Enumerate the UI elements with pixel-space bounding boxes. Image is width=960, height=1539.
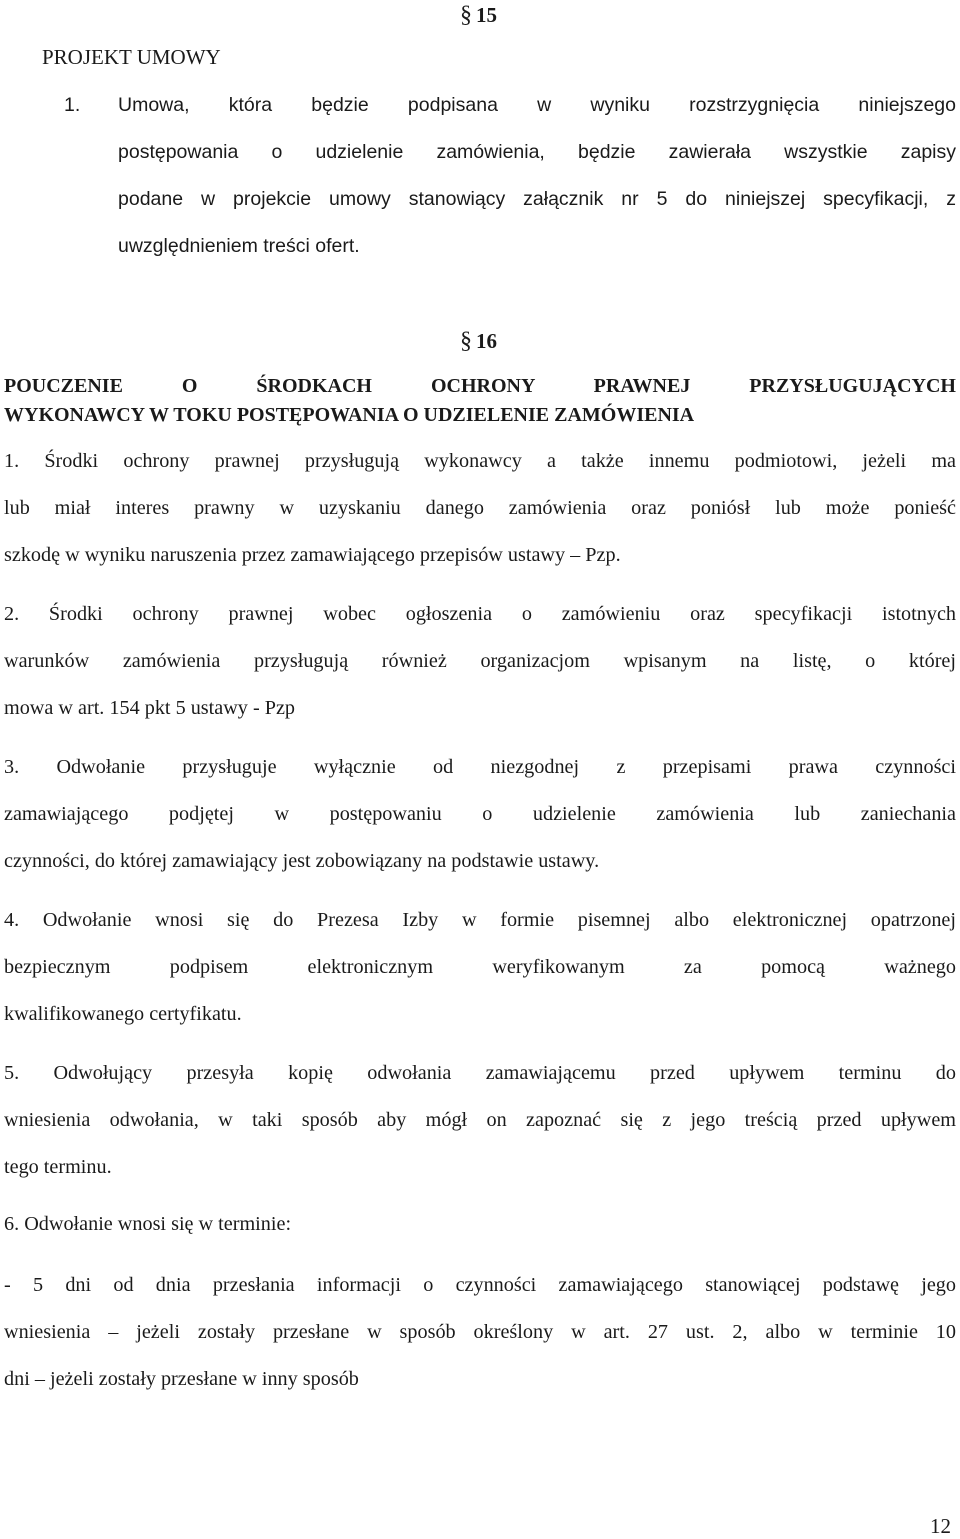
section-16-heading: [4, 372, 956, 430]
paragraph-7: [4, 1262, 956, 1403]
text-line: 6. Odwołanie wnosi się w terminie:: [4, 1213, 292, 1235]
paragraph-2: [4, 591, 956, 732]
section-16-number: [460, 328, 497, 355]
section-symbol: §: [460, 328, 472, 354]
paragraph-3: [4, 744, 956, 885]
text-line: lub miał interes prawny w uzyskaniu danego zamówienia oraz poniósł lub może ponieść: [4, 497, 956, 519]
section-number: 15: [476, 3, 497, 27]
section-number: 16: [476, 329, 497, 353]
text-line: postępowania o udzielenie zamówienia, będzie zawierała wszystkie zapisy: [118, 141, 956, 163]
section-symbol: §: [460, 2, 472, 28]
text-line: dni – jeżeli zostały przesłane w inny sposób: [4, 1368, 359, 1390]
text-line: warunków zamówienia przysługują również organizacjom wpisanym na listę, o której: [4, 650, 956, 672]
text-line: wniesienia odwołania, w taki sposób aby mógł on zapoznać się z jego treścią przed upływem: [4, 1109, 956, 1131]
text-line: zamawiającego podjętej w postępowaniu o udzielenie zamówienia lub zaniechania: [4, 803, 956, 825]
heading-line: POUCZENIE O ŚRODKACH OCHRONY PRAWNEJ PRZYSŁUGUJĄCYCH: [4, 375, 956, 397]
text-line: mowa w art. 154 pkt 5 ustawy - Pzp: [4, 697, 295, 719]
text-line: czynności, do której zamawiający jest zobowiązany na podstawie ustawy.: [4, 850, 600, 872]
section-15-number: [460, 2, 497, 29]
paragraph-5: [4, 1050, 956, 1191]
text-line: 1. Środki ochrony prawnej przysługują wykonawcy a także innemu podmiotowi, jeżeli ma: [4, 450, 956, 472]
text-line: szkodę w wyniku naruszenia przez zamawiającego przepisów ustawy – Pzp.: [4, 544, 621, 566]
text-line: 5. Odwołujący przesyła kopię odwołania zamawiającemu przed upływem terminu do: [4, 1062, 956, 1084]
text-line: kwalifikowanego certyfikatu.: [4, 1003, 242, 1025]
text-line: Umowa, która będzie podpisana w wyniku rozstrzygnięcia niniejszego: [118, 94, 956, 116]
text-line: 4. Odwołanie wnosi się do Prezesa Izby w formie pisemnej albo elektronicznej opatrzonej: [4, 909, 956, 931]
text-line: tego terminu.: [4, 1156, 112, 1178]
text-line: - 5 dni od dnia przesłania informacji o czynności zamawiającego stanowiącej podstawę jego: [4, 1274, 956, 1296]
paragraph-6: [4, 1201, 956, 1248]
paragraph-4: [4, 897, 956, 1038]
text-line: wniesienia – jeżeli zostały przesłane w sposób określony w art. 27 ust. 2, albo w terminie 10: [4, 1321, 956, 1343]
section-15-heading: PROJEKT UMOWY: [42, 45, 221, 69]
text-line: podane w projekcie umowy stanowiący załącznik nr 5 do niniejszej specyfikacji, z: [118, 188, 956, 210]
section-15-item-1: [118, 82, 956, 270]
text-line: uwzględnieniem treści ofert.: [118, 235, 360, 257]
section-15-item-marker: 1.: [64, 94, 81, 116]
text-line: bezpiecznym podpisem elektronicznym weryfikowanym za pomocą ważnego: [4, 956, 956, 978]
heading-line: WYKONAWCY W TOKU POSTĘPOWANIA O UDZIELENIE ZAMÓWIENIA: [4, 404, 695, 426]
page-number: 12: [930, 1514, 951, 1538]
text-line: 3. Odwołanie przysługuje wyłącznie od niezgodnej z przepisami prawa czynności: [4, 756, 956, 778]
paragraph-1: [4, 438, 956, 579]
text-line: 2. Środki ochrony prawnej wobec ogłoszenia o zamówieniu oraz specyfikacji istotnych: [4, 603, 956, 625]
